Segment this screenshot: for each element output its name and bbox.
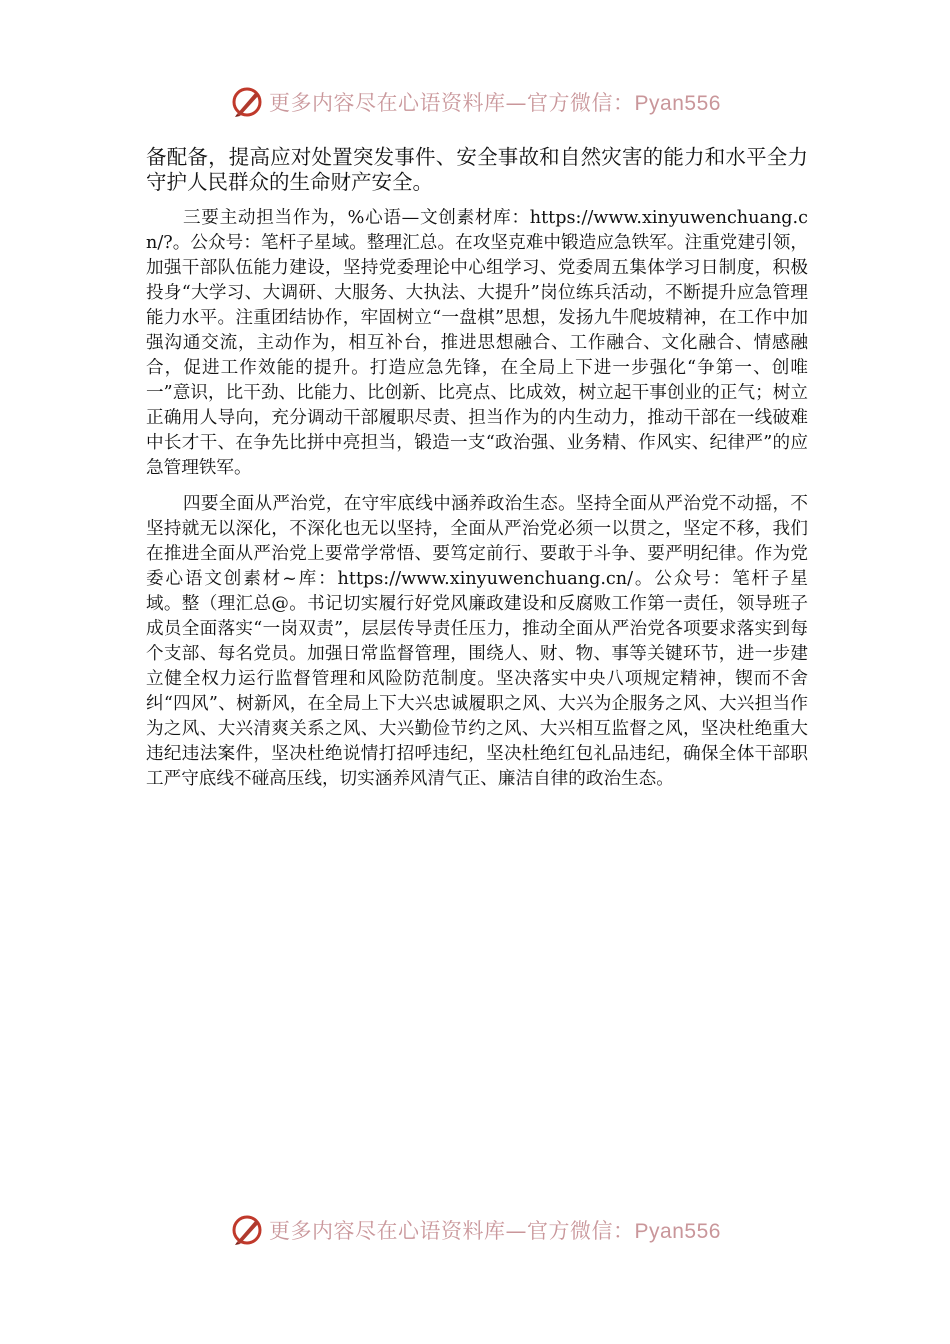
pen-logo-icon	[229, 1212, 265, 1248]
footer-banner	[0, 1210, 950, 1250]
header-banner	[0, 82, 950, 122]
footer-banner-text	[269, 1215, 721, 1245]
footer-banner-handle: Pyan556	[634, 1220, 721, 1243]
header-banner-label: 更多内容尽在心语资料库—官方微信：	[269, 91, 635, 115]
paragraph-continuation: 备配备，提高应对处置突发事件、安全事故和自然灾害的能力和水平全力守护人民群众的生命财产安全。	[146, 145, 808, 194]
paragraph-section-three: 三要主动担当作为，%心语—文创素材库：https://www.xinyuwenchuang.cn/?。公众号：笔杆子星域。整理汇总。在攻坚克难中锻造应急铁军。注重党建引领，加强干部队伍能力建设，坚持党委理论中心组学习、党委周五集体学习日制度，积极投身“大学习、大调研、大服务、大执法、大提升”岗位练兵活动，不断提升应急管理能力水平。注重团结协作，牢固树立“一盘棋”思想，发扬九牛爬坡精神，在工作中加强沟通交流，主动作为，相互补台，推进思想融合、工作融合、文化融合、情感融合，促进工作效能的提升。打造应急先锋，在全局上下进一步强化“争第一、创唯一”意识，比干劲、比能力、比创新、比亮点、比成效，树立起干事创业的正气；树立正确用人导向，充分调动干部履职尽责、担当作为的内生动力，推动干部在一线破难中长才干、在争先比拼中亮担当，锻造一支“政治强、业务精、作风实、纪律严”的应急管理铁军。	[146, 208, 808, 478]
pen-logo-icon	[229, 84, 265, 120]
header-banner-text	[269, 87, 721, 117]
footer-banner-label: 更多内容尽在心语资料库—官方微信：	[269, 1219, 635, 1243]
paragraph-section-four: 四要全面从严治党，在守牢底线中涵养政治生态。坚持全面从严治党不动摇，不坚持就无以深化，不深化也无以坚持，全面从严治党必须一以贯之，坚定不移，我们在推进全面从严治党上要常学常悟、要笃定前行、要敢于斗争、要严明纪律。作为党委心语文创素材~库：https://www.xinyuwenchuang.cn/。公众号：笔杆子星域。整（理汇总@。书记切实履行好党风廉政建设和反腐败工作第一责任，领导班子成员全面落实“一岗双责”，层层传导责任压力，推动全面从严治党各项要求落实到每个支部、每名党员。加强日常监督管理，围绕人、财、物、事等关键环节，进一步建立健全权力运行监督管理和风险防范制度。坚决落实中央八项规定精神，锲而不舍纠“四风”、树新风，在全局上下大兴忠诚履职之风、大兴为企服务之风、大兴担当作为之风、大兴清爽关系之风、大兴勤俭节约之风、大兴相互监督之风，坚决杜绝重大违纪违法案件，坚决杜绝说情打招呼违纪，坚决杜绝红包礼品违纪，确保全体干部职工严守底线不碰高压线，切实涵养风清气正、廉洁自律的政治生态。	[146, 494, 808, 789]
header-banner-handle: Pyan556	[634, 92, 721, 115]
document-body	[146, 145, 808, 792]
